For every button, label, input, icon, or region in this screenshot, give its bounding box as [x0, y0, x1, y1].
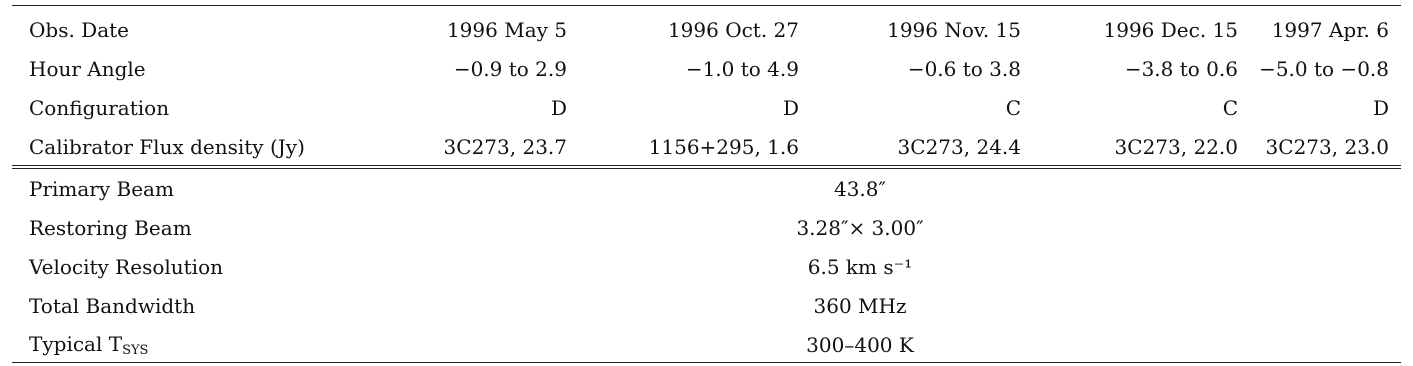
table-cell: [409, 169, 1401, 208]
table-cell: [409, 247, 1401, 286]
table-cell: 1996 Nov. 15: [887, 17, 1021, 42]
row-label: Primary Beam: [29, 176, 174, 201]
cell-value: 3.28″× 3.00″: [796, 215, 924, 240]
table-cell: [409, 208, 1401, 247]
table-row: [12, 169, 1401, 208]
table-cell: 1996 May 5: [446, 17, 567, 42]
row-label-subscript: SYS: [122, 342, 149, 358]
table-cell: D: [782, 95, 799, 120]
table-cell: 3C273, 23.7: [443, 134, 567, 159]
cell-value: 6.5 km s⁻¹: [807, 254, 913, 279]
table-row: [12, 49, 1401, 88]
row-label: Restoring Beam: [29, 215, 192, 240]
row-label: Configuration: [29, 95, 170, 120]
table-cell: 1997 Apr. 6: [1271, 17, 1389, 42]
table-row: [12, 286, 1401, 325]
table-cell: [409, 325, 1401, 364]
row-label-main: Typical T: [29, 331, 123, 356]
row-label: Hour Angle: [29, 56, 146, 81]
table-row: [12, 208, 1401, 247]
table-cell: 3C273, 24.4: [897, 134, 1021, 159]
table-cell: −5.0 to −0.8: [1259, 56, 1389, 81]
table-cell: −0.6 to 3.8: [907, 56, 1021, 81]
table-cell: 3C273, 23.0: [1265, 134, 1389, 159]
table-cell: 1156+295, 1.6: [648, 134, 799, 159]
table-cell: C: [1005, 95, 1021, 120]
table-cell: 3C273, 22.0: [1114, 134, 1238, 159]
bottom-rule: [12, 362, 1401, 363]
row-label: Velocity Resolution: [29, 254, 224, 279]
table-row: [12, 127, 1401, 166]
table-cell: D: [550, 95, 567, 120]
table-cell: −0.9 to 2.9: [453, 56, 567, 81]
table-row: [12, 88, 1401, 127]
table-cell: [409, 286, 1401, 325]
row-label: Obs. Date: [29, 17, 130, 42]
table-cell: −3.8 to 0.6: [1124, 56, 1238, 81]
parameters-table: [12, 169, 1401, 364]
table-cell: D: [1372, 95, 1389, 120]
cell-value: 300–400 K: [806, 332, 914, 357]
table-cell: 1996 Dec. 15: [1103, 17, 1238, 42]
section-double-rule: [12, 165, 1401, 166]
row-label: Total Bandwidth: [29, 293, 196, 318]
row-label: Calibrator Flux density (Jy): [29, 134, 305, 159]
row-label: [12, 325, 409, 364]
table-cell: −1.0 to 4.9: [685, 56, 799, 81]
table-row: [12, 325, 1401, 364]
table-row: [12, 10, 1401, 49]
table-row: [12, 247, 1401, 286]
table-cell: C: [1222, 95, 1238, 120]
cell-value: 43.8″: [833, 176, 886, 201]
top-rule: [12, 5, 1401, 6]
observations-table: [12, 10, 1401, 166]
cell-value: 360 MHz: [813, 293, 907, 318]
table-cell: 1996 Oct. 27: [667, 17, 799, 42]
